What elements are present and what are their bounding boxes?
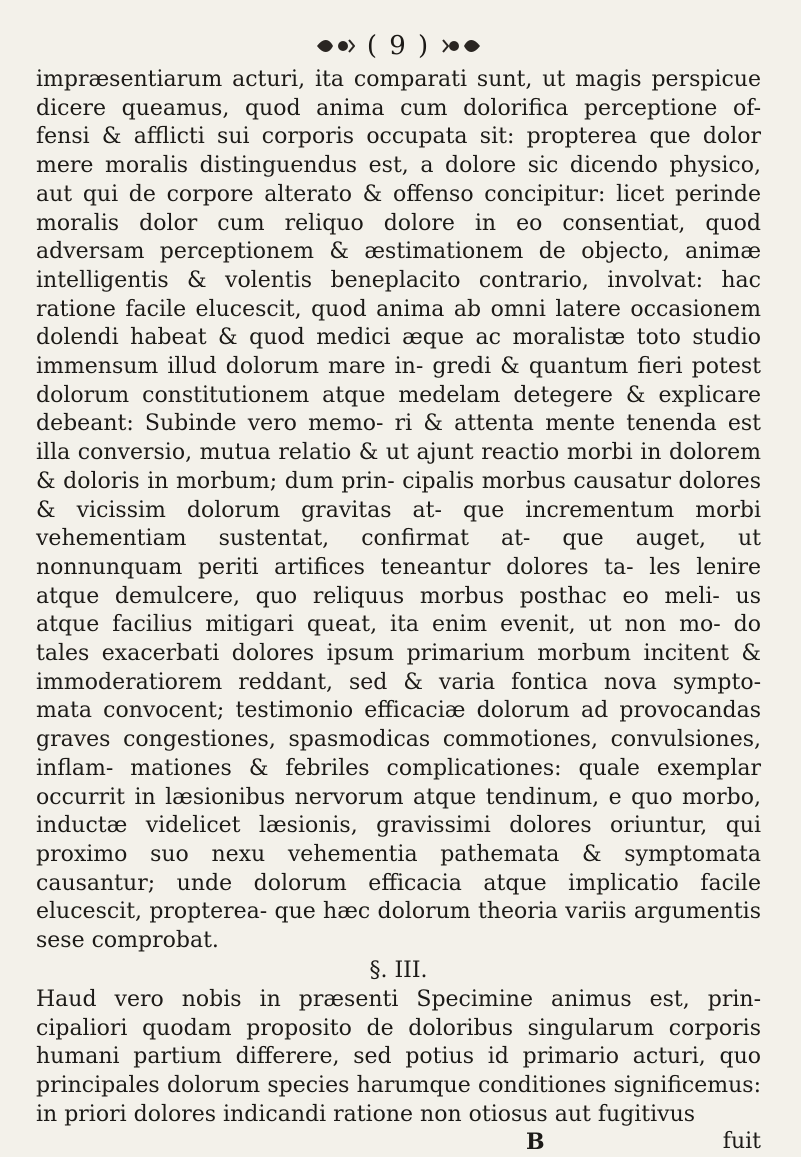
signature-mark: B [526, 1129, 545, 1156]
right-ornament-icon [442, 36, 482, 56]
catchword: fuit [722, 1129, 761, 1155]
left-ornament-icon [315, 36, 355, 56]
page-number: ( 9 ) [366, 31, 431, 61]
body-paragraph-2: Haud vero nobis in præsenti Specimine animus est, prin- cipaliori quodam proposito de doloribus singularum corporis humani partium differere, sed potius id primario acturi, quo principales dolorum species harumque conditiones significemus: in priori dolores indicandi ratione non otiosus aut fugitivus [36, 986, 761, 1127]
page-footer [36, 1129, 761, 1157]
page-header [36, 26, 761, 66]
section-heading: §. III. [369, 957, 428, 983]
body-paragraph-1: impræsentiarum acturi, ita comparati sunt, ut magis perspicue dicere queamus, quod anima cum dolorifica perceptione of- fensi & afflicti sui corporis occupata sit: propterea que dolor mere moralis distinguendus est, a dolore sic dicendo physico, aut qui de corpore alterato & offenso concipitur: licet perinde moralis dolor cum reliquo dolore in eo consentiat, quod adversam perceptionem & æstimationem de objecto, animæ intelligentis & volentis beneplacito contrario, involvat: hac ratione facile elucescit, quod anima ab omni latere occasionem dolendi habeat & quod medici æque ac moralistæ toto studio immensum illud dolorum mare in- gredi & quantum fieri potest dolorum constitutionem atque medelam detegere & explicare debeant: Subinde vero memo- ri & attenta mente tenenda est illa conversio, mutua relatio & ut ajunt reactio morbi in dolorem & doloris in morbum; dum prin- cipalis morbus causatur dolores & vicissim dolorum gravitas at- que incrementum morbi vehementiam sustentat, confirmat at- que auget, ut nonnunquam periti artifices teneantur dolores ta- les lenire atque demulcere, quo reliquus morbus posthac eo meli- us atque facilius mitigari queat, ita enim evenit, ut non mo- do tales exacerbati dolores ipsum primarium morbum incitent & immoderatiorem reddant, sed & varia fontica nova sympto- mata convocent; testimonio efficaciæ dolorum ad provocandas graves congestiones, spasmodicas commotiones, convulsiones, inflam- mationes & febriles complicationes: quale exemplar occurrit in læsionibus nervorum atque tendinum, e quo morbo, inductæ videlicet læsionis, gravissimi dolores oriuntur, qui proximo suo nexu vehementia pathemata & symptomata causantur; unde dolorum efficacia atque implicatio facile elucescit, propterea- que hæc dolorum theoria variis argumentis sese comprobat. [36, 67, 761, 954]
